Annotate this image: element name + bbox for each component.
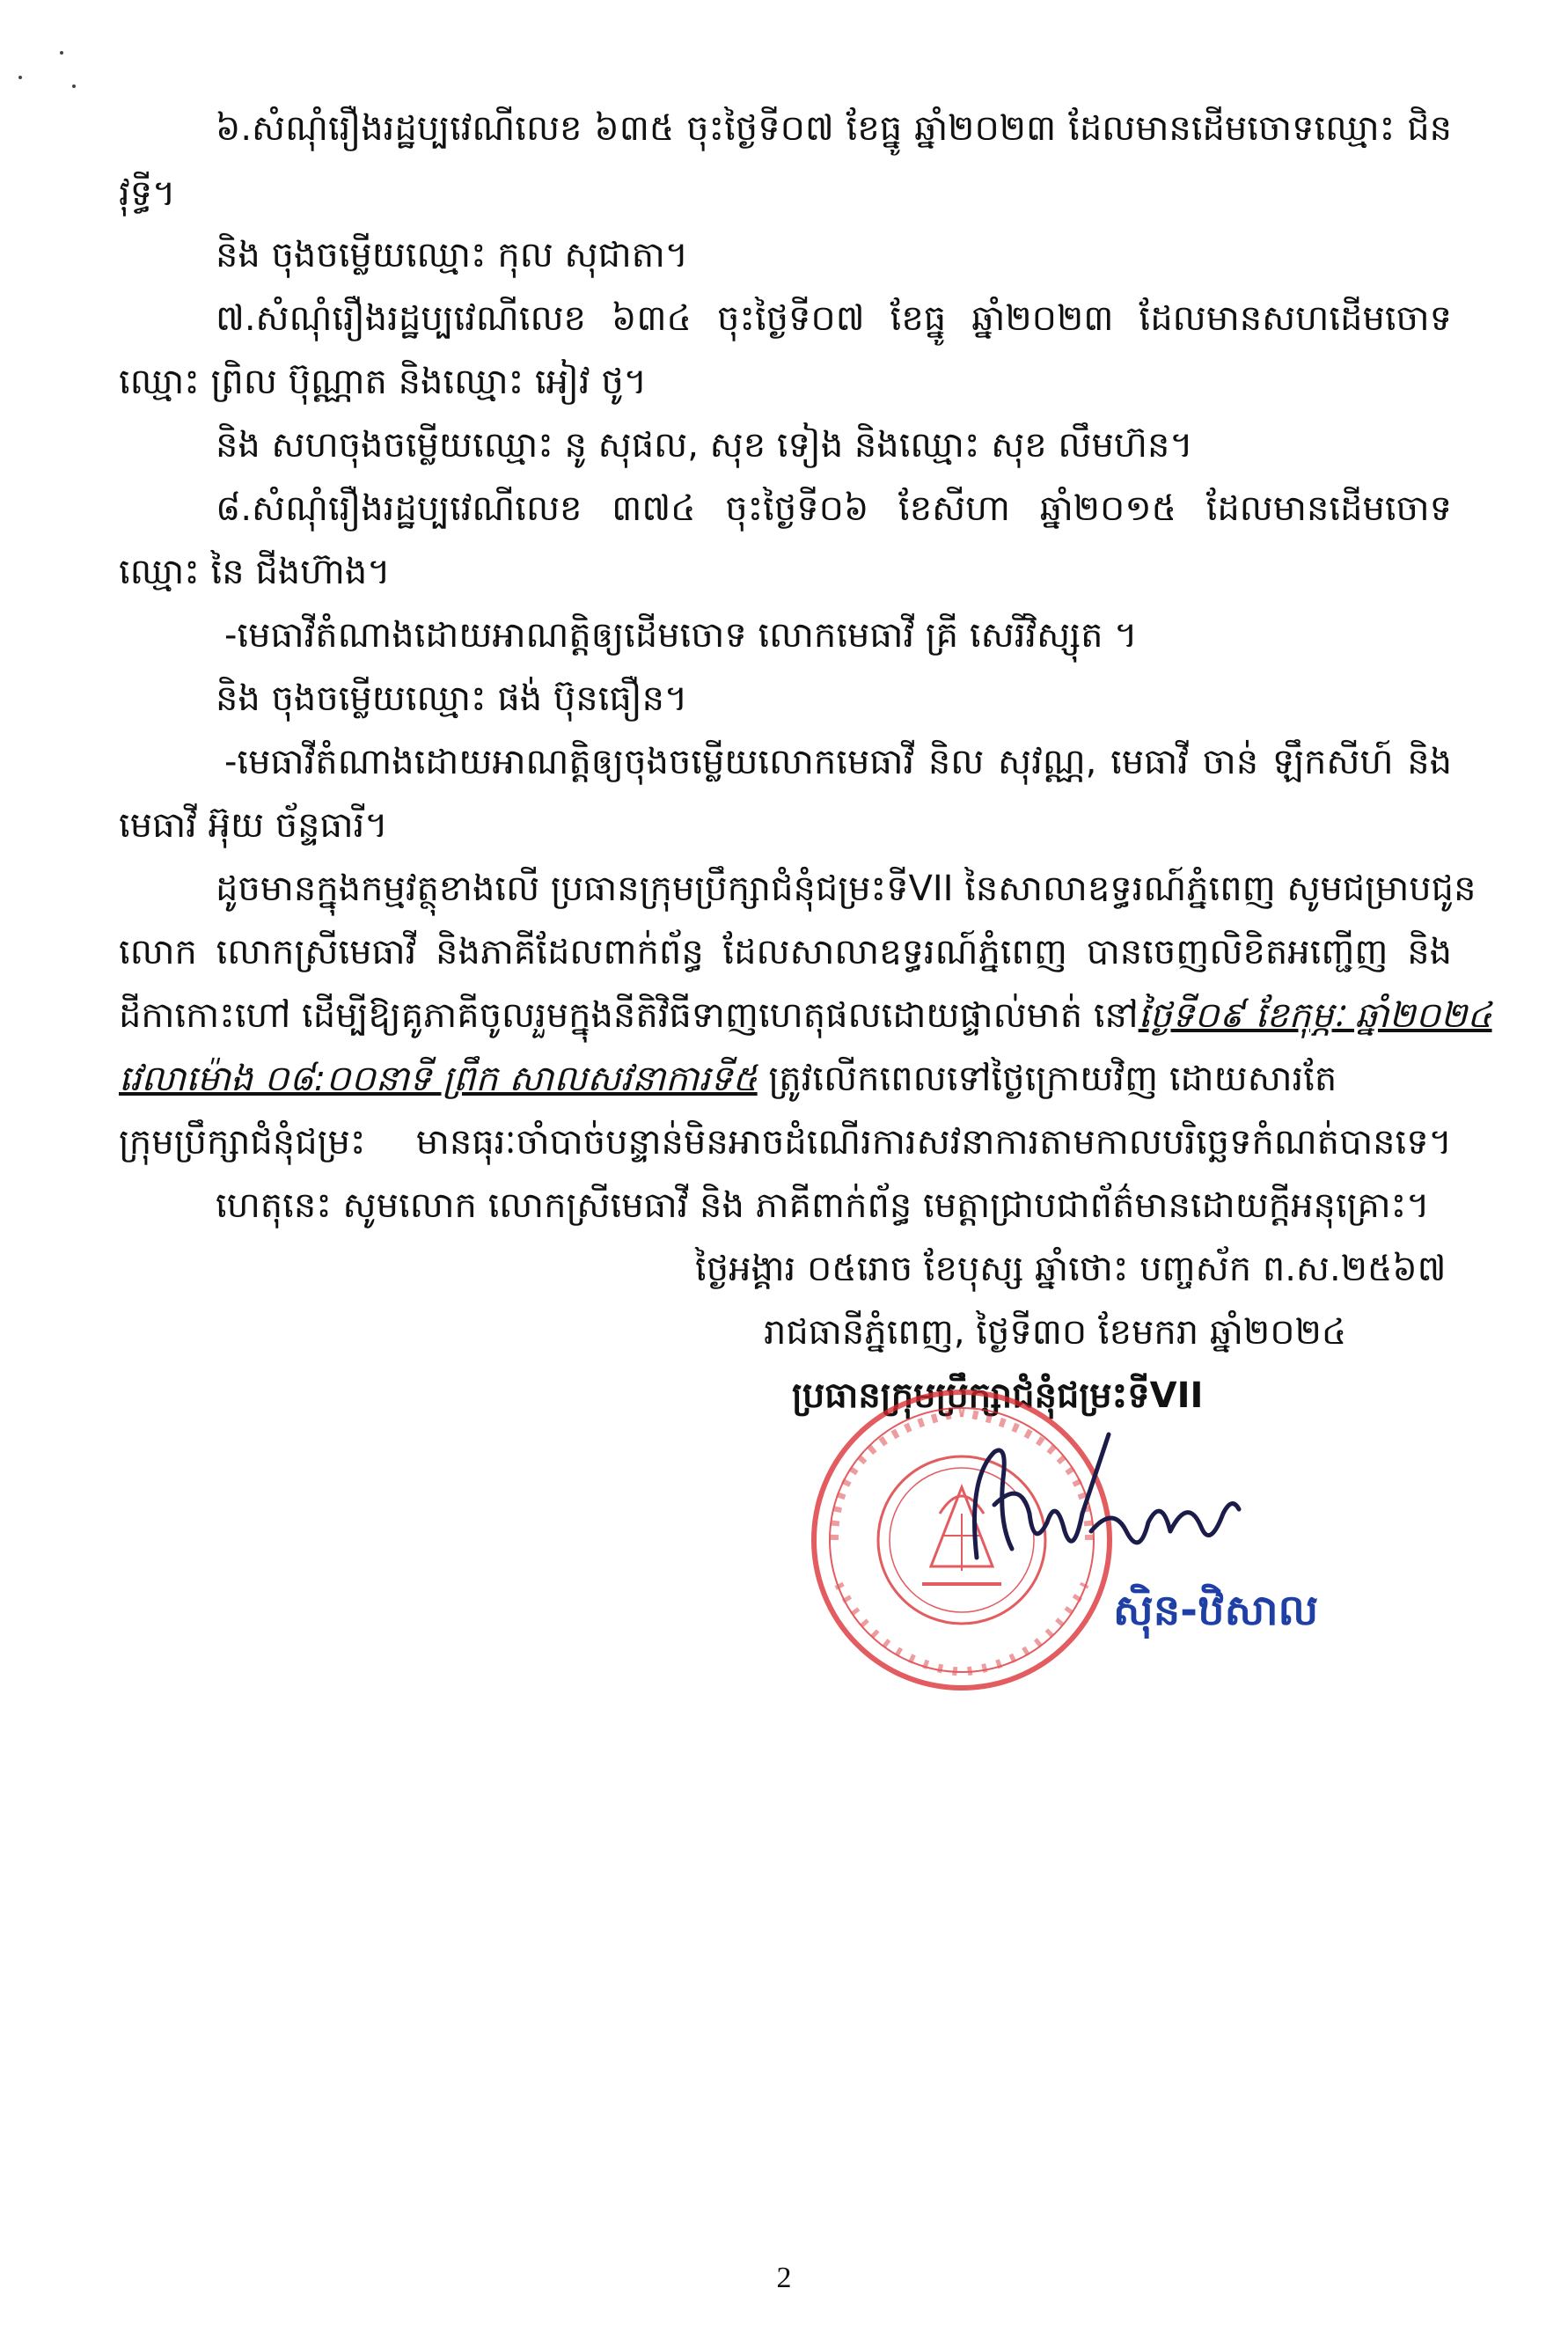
case-7-defendants: និង សហចុងចម្លើយឈ្មោះ នូ សុផល, សុខ ទៀង និងឈ្មោះ សុខ លឹមហ៊ន។ [216,425,1193,466]
page-number: 2 [776,2262,792,2294]
scan-speck [72,84,76,88]
postponement-text: ត្រូវលើកពេលទៅថ្ងៃក្រោយវិញ ដោយសារតែ [757,1059,1337,1099]
signer-name: ស៊ិន-ឋិសាល [1113,1586,1319,1635]
notice-paragraph-line-4 [119,1054,1452,1104]
lunar-date: ថ្ងៃអង្គារ ០៥រោច ខែបុស្ស ឆ្នាំថោះ បញ្ចស័ក ព.ស.២៥៦៧ [695,1249,1447,1289]
case-7-line-2: ឈ្មោះ ព្រិល ប៊ុណ្ណាត និងឈ្មោះ អៀវ ថូ។ [119,362,648,402]
notice-paragraph-line-5: ក្រុមប្រឹក្សាជំនុំជម្រះ មានធុរៈចាំបាច់បន្ទាន់មិនអាចដំណើរការសវនាការតាមកាលបរិច្ឆេទកំណត់បានទេ។ [119,1122,1452,1162]
case-8-line-1: ៨.សំណុំរឿងរដ្ឋប្បវេណីលេខ ៣៧៤ ចុះថ្ងៃទី០៦ ខែសីហា ឆ្នាំ២០១៥ ដែលមានដើមចោទ [216,488,1452,529]
summons-text: ដីកាកោះហៅ ដើម្បីឱ្យគូភាគីចូលរួមក្នុងនីតិវិធីទាញហេតុផលដោយផ្ទាល់មាត់ នៅ [119,995,1139,1036]
notice-paragraph-line-1: ដូចមានក្នុងកម្មវត្ថុខាងលើ ប្រធានក្រុមប្រឹក្សាជំនុំជម្រះទីVII នៃសាលាឧទ្ធរណ៍ភ្នំពេញ សូមជម្រាបជូន [216,869,1476,909]
case-8-plaintiff-lawyer: -មេធាវីតំណាងដោយអាណត្តិឲ្យដើមចោទ លោកមេធាវី គ្រី សេរីវិស្សុត ។ [224,615,1138,656]
case-8-defendant-lawyers-1: -មេធាវីតំណាងដោយអាណត្តិឲ្យចុងចម្លើយលោកមេធាវី និល សុវណ្ណ, មេធាវី ចាន់ ឡឹកសីហ៍ និង [224,742,1452,782]
closing-request: ហេតុនេះ សូមលោក លោកស្រីមេធាវី និង ភាគីពាក់ព័ន្ធ មេត្តាជ្រាបជាព័ត៌មានដោយក្ដីអនុគ្រោះ។ [216,1185,1430,1226]
case-8-defendant: និង ចុងចម្លើយឈ្មោះ ផង់ ប៊ុនធឿន។ [216,678,688,719]
scan-speck [60,51,63,55]
hearing-time-room: វេលាម៉ោង ០៨:០០នាទី ព្រឹក សាលសវនាការទី៥ [119,1059,758,1099]
notice-paragraph-line-3 [119,991,1492,1040]
case-8-line-2: ឈ្មោះ នៃ ជីងហ៊ាង។ [119,552,391,592]
handwritten-signature-icon [959,1426,1249,1575]
hearing-date: ថ្ងៃទី០៩ ខែកុម្ភៈ ឆ្នាំ២០២៤ [1138,995,1492,1036]
place-and-date: រាជធានីភ្នំពេញ, ថ្ងៃទី៣០ ខែមករា ឆ្នាំ២០២៤ [764,1312,1347,1353]
case-6-line-1: ៦.សំណុំរឿងរដ្ឋប្បវេណីលេខ ៦៣៥ ចុះថ្ងៃទី០៧ ខែធ្នូ ឆ្នាំ២០២៣ ដែលមានដើមចោទឈ្មោះ ជិន [216,108,1452,149]
case-8-defendant-lawyers-2: មេធាវី អ៊ុយ ច័ន្ទធារី។ [119,805,388,846]
notice-paragraph-line-2: លោក លោកស្រីមេធាវី និងភាគីដែលពាក់ព័ន្ធ ដែលសាលាឧទ្ធរណ៍ភ្នំពេញ បានចេញលិខិតអញ្ជើញ និង [119,932,1452,972]
case-6-line-2: វុទ្ធី។ [119,173,176,214]
case-6-defendant: និង ចុងចម្លើយឈ្មោះ កុល សុជាតា។ [216,235,689,275]
case-7-line-1: ៧.សំណុំរឿងរដ្ឋប្បវេណីលេខ ៦៣៤ ចុះថ្ងៃទី០៧ ខែធ្នូ ឆ្នាំ២០២៣ ដែលមានសហដើមចោទ [216,298,1452,339]
scan-speck [18,76,22,79]
signatory-title: ប្រធានក្រុមប្រឹក្សាជំនុំជម្រះទីVII [792,1375,1204,1416]
